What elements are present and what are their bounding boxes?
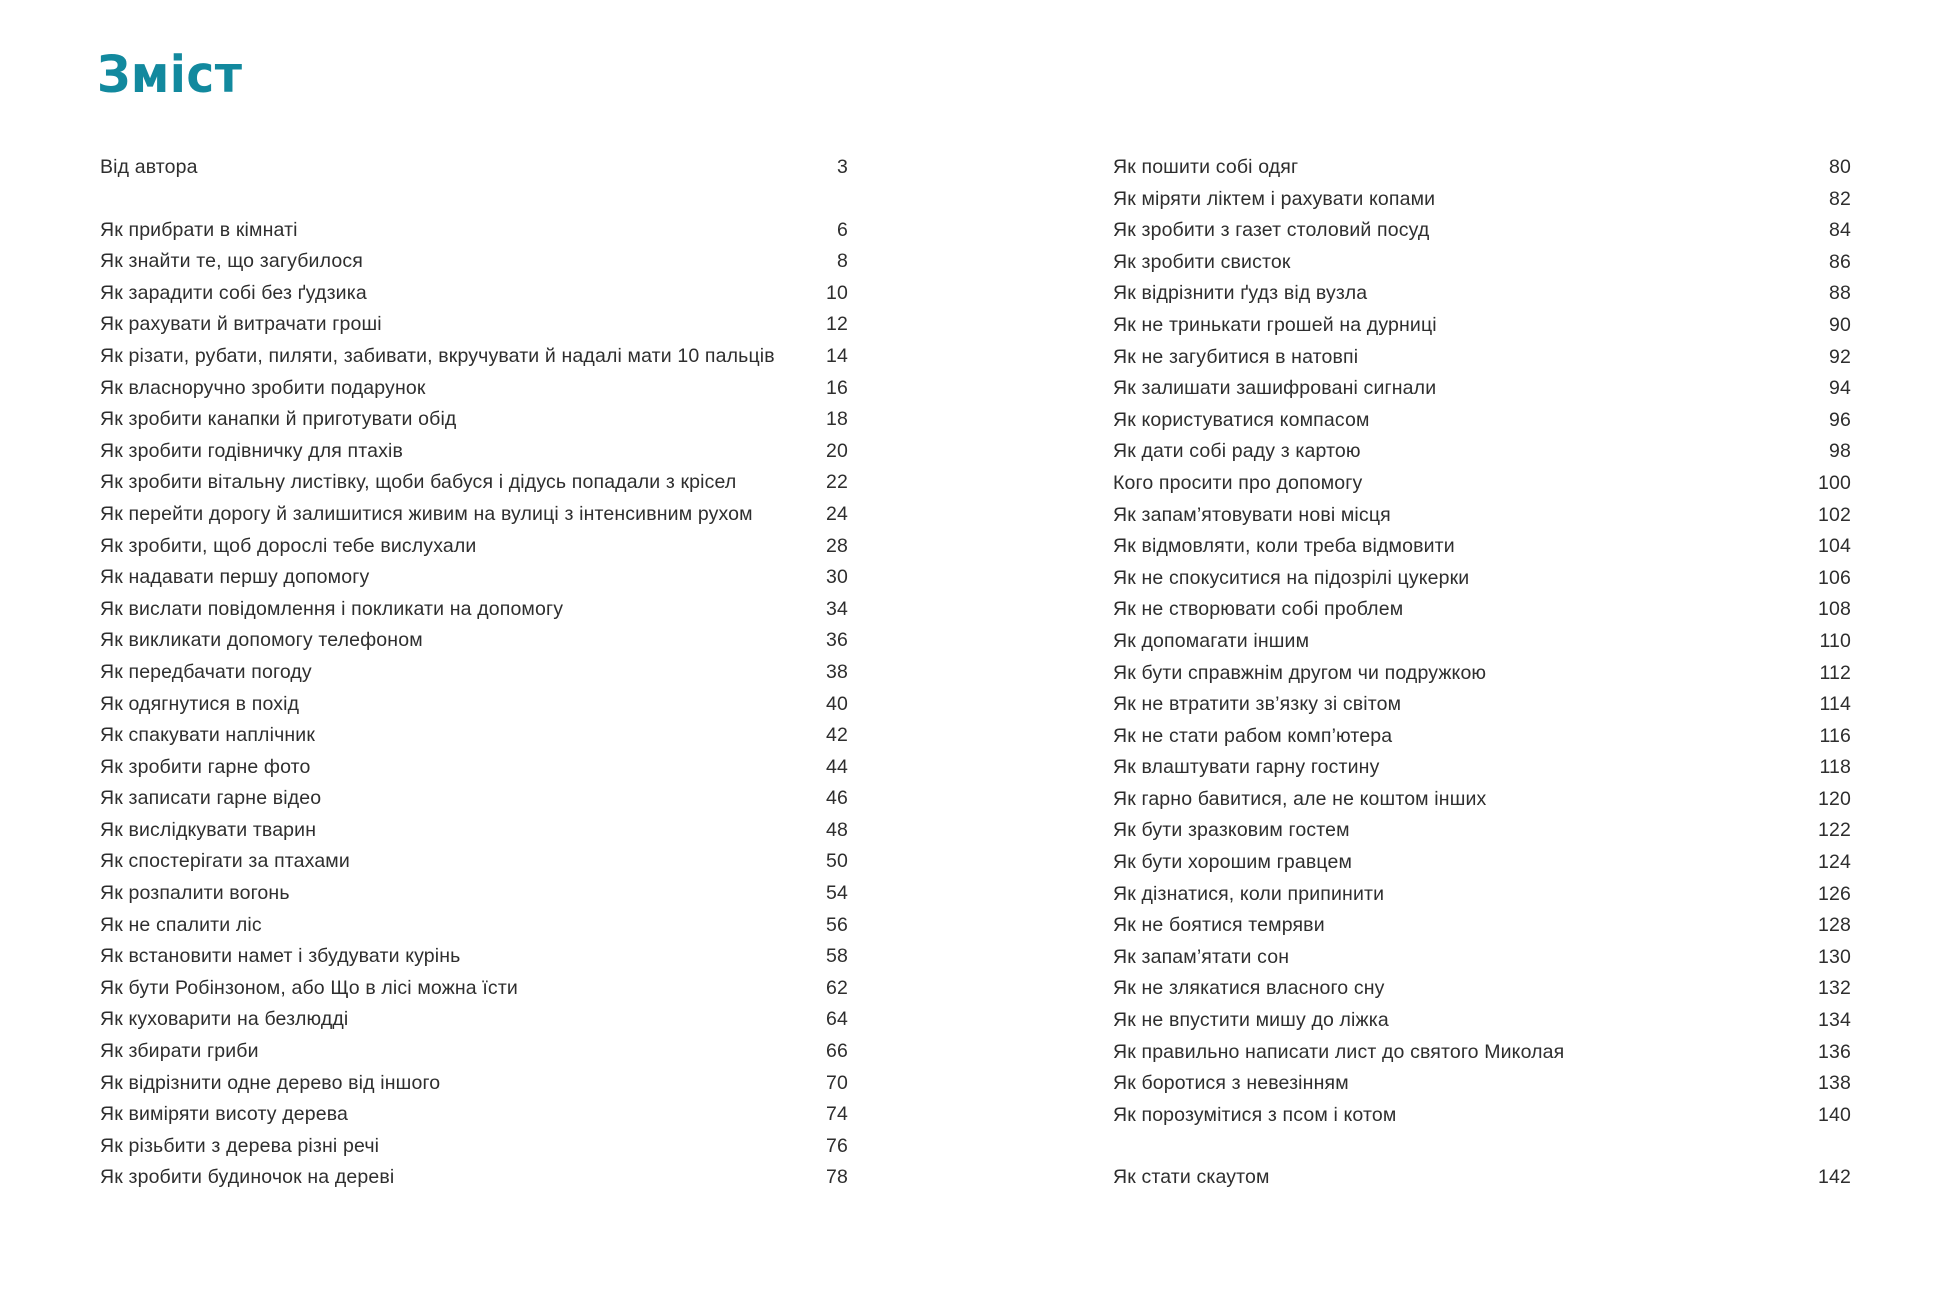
- toc-entry[interactable]: [100, 1162, 848, 1194]
- toc-entry-page-number: 6: [837, 218, 848, 241]
- toc-entry-title: Як відрізнити одне дерево від іншого: [100, 1071, 441, 1094]
- toc-entry-page-number: 28: [826, 534, 848, 557]
- toc-entry[interactable]: [1113, 1162, 1851, 1194]
- toc-entry-title: Як запам’ятовувати нові місця: [1113, 503, 1391, 526]
- toc-entry-title: Як надавати першу допомогу: [100, 566, 370, 589]
- toc-entry-page-number: 82: [1829, 187, 1851, 210]
- toc-entry-page-number: 74: [826, 1103, 848, 1126]
- toc-entry-page-number: 102: [1818, 503, 1851, 526]
- toc-entry[interactable]: [1113, 752, 1851, 784]
- toc-entry-page-number: 16: [826, 376, 848, 399]
- toc-entry[interactable]: [1113, 658, 1851, 690]
- toc-entry-page-number: 96: [1829, 408, 1851, 431]
- toc-entry-page-number: 8: [837, 250, 848, 273]
- toc-entry-page-number: 98: [1829, 440, 1851, 463]
- toc-entry-title: Як власноручно зробити подарунок: [100, 376, 426, 399]
- toc-entry-page-number: 140: [1818, 1103, 1851, 1126]
- toc-entry-title: Як дати собі раду з картою: [1113, 440, 1361, 463]
- toc-entry-title: Як зарадити собі без ґудзика: [100, 281, 367, 304]
- toc-entry-page-number: 126: [1818, 882, 1851, 905]
- toc-entry-title: Як не тринькати грошей на дурниці: [1113, 313, 1437, 336]
- toc-entry[interactable]: [100, 215, 848, 247]
- toc-entry-page-number: 10: [826, 281, 848, 304]
- toc-entry[interactable]: [1113, 942, 1851, 974]
- toc-entry-title: Як збирати гриби: [100, 1040, 259, 1063]
- toc-entry[interactable]: [1113, 879, 1851, 911]
- toc-entry[interactable]: [100, 594, 848, 626]
- toc-entry[interactable]: [100, 309, 848, 341]
- toc-entry-title: Як спостерігати за птахами: [100, 850, 350, 873]
- toc-entry-title: Кого просити про допомогу: [1113, 471, 1363, 494]
- toc-entry-page-number: 88: [1829, 282, 1851, 305]
- toc-entry[interactable]: [100, 625, 848, 657]
- toc-entry-page-number: 30: [826, 566, 848, 589]
- toc-entry-page-number: 62: [826, 976, 848, 999]
- toc-entry[interactable]: [1113, 594, 1851, 626]
- toc-entry-page-number: 24: [826, 502, 848, 525]
- toc-entry[interactable]: [1113, 815, 1851, 847]
- toc-entry-page-number: 90: [1829, 313, 1851, 336]
- toc-entry-page-number: 76: [826, 1134, 848, 1157]
- toc-entry-title: Як вислідкувати тварин: [100, 818, 317, 841]
- toc-entry[interactable]: [100, 657, 848, 689]
- toc-entry-page-number: 12: [826, 313, 848, 336]
- toc-entry-title: Як рахувати й витрачати гроші: [100, 313, 382, 336]
- toc-entry-title: Як різати, рубати, пиляти, забивати, вкручувати й надалі мати 10 пальців: [100, 344, 775, 367]
- toc-entry[interactable]: [1113, 310, 1851, 342]
- toc-entry[interactable]: [100, 815, 848, 847]
- toc-entry[interactable]: [1113, 689, 1851, 721]
- toc-entry-title: Як перейти дорогу й залишитися живим на вулиці з інтенсивним рухом: [100, 502, 753, 525]
- toc-entry-title: Як не боятися темряви: [1113, 914, 1325, 937]
- toc-entry-page-number: 138: [1818, 1072, 1851, 1095]
- toc-entry-title: Як викликати допомогу телефоном: [100, 629, 423, 652]
- toc-entry-title: Як бути зразковим гостем: [1113, 819, 1350, 842]
- toc-entry-title: Як допомагати іншим: [1113, 629, 1310, 652]
- toc-entry-title: Як порозумітися з псом і котом: [1113, 1103, 1397, 1126]
- toc-entry[interactable]: [100, 531, 848, 563]
- toc-entry[interactable]: [1113, 531, 1851, 563]
- toc-entry-page-number: 142: [1818, 1166, 1851, 1189]
- toc-entry-page-number: 86: [1829, 250, 1851, 273]
- toc-entry-title: Як знайти те, що загубилося: [100, 250, 363, 273]
- toc-entry-page-number: 36: [826, 629, 848, 652]
- toc-entry-page-number: 110: [1819, 629, 1851, 652]
- toc-entry-page-number: 124: [1818, 851, 1851, 874]
- toc-entry-page-number: 132: [1818, 977, 1851, 1000]
- toc-entry-page-number: 120: [1818, 787, 1851, 810]
- toc-entry[interactable]: [1113, 215, 1851, 247]
- toc-entry-page-number: 80: [1829, 156, 1851, 178]
- toc-entry[interactable]: [100, 1004, 848, 1036]
- toc-entry[interactable]: [100, 246, 848, 278]
- toc-entry-title: Як правильно написати лист до святого Миколая: [1113, 1040, 1565, 1063]
- toc-entry-title: Як влаштувати гарну гостину: [1113, 756, 1380, 779]
- toc-entry-title: Як не стати рабом комп’ютера: [1113, 724, 1393, 747]
- toc-entry[interactable]: [100, 373, 848, 405]
- toc-entry-title: Як бути хорошим гравцем: [1113, 851, 1353, 874]
- toc-entry-title: Як зробити вітальну листівку, щоби бабуся і дідусь попадали з крісел: [100, 471, 737, 494]
- toc-entry[interactable]: [100, 278, 848, 310]
- toc-entry-title: Як боротися з невезінням: [1113, 1072, 1349, 1095]
- toc-entry[interactable]: [1113, 1100, 1851, 1132]
- toc-entry-title: Як зробити, щоб дорослі тебе вислухали: [100, 534, 477, 557]
- toc-entry-title: Як не загубитися в натовпі: [1113, 345, 1359, 368]
- toc-entry[interactable]: [1113, 626, 1851, 658]
- toc-column-right: [1113, 152, 1851, 1194]
- toc-entry-page-number: 94: [1829, 377, 1851, 400]
- toc-entry-title: Як розпалити вогонь: [100, 882, 290, 905]
- toc-entry[interactable]: [1113, 721, 1851, 753]
- toc-entry[interactable]: [100, 878, 848, 910]
- toc-entry-title: Як спакувати наплічник: [100, 724, 316, 747]
- toc-entry[interactable]: [1113, 278, 1851, 310]
- toc-entry[interactable]: [1113, 1068, 1851, 1100]
- toc-entry-title: Як зробити з газет столовий посуд: [1113, 219, 1430, 242]
- toc-entry-title: Як бути Робінзоном, або Що в лісі можна їсти: [100, 976, 518, 999]
- toc-entry[interactable]: [1113, 184, 1851, 216]
- toc-entry-page-number: 18: [826, 408, 848, 431]
- toc-column-left: [100, 152, 848, 1194]
- toc-entry-page-number: 104: [1818, 535, 1851, 558]
- toc-entry[interactable]: [1113, 247, 1851, 279]
- toc-entry[interactable]: [100, 910, 848, 942]
- toc-entry-page-number: 46: [826, 787, 848, 810]
- toc-entry-title: Як міряти ліктем і рахувати копами: [1113, 187, 1436, 210]
- toc-entry[interactable]: [1113, 342, 1851, 374]
- toc-entry-page-number: 50: [826, 850, 848, 873]
- toc-entry[interactable]: [100, 1068, 848, 1100]
- toc-entry[interactable]: [1113, 1037, 1851, 1069]
- toc-entry-page-number: 3: [837, 156, 848, 178]
- toc-entry[interactable]: [100, 1099, 848, 1131]
- toc-entry-title: Як дізнатися, коли припинити: [1113, 882, 1385, 905]
- toc-entry[interactable]: [1113, 468, 1851, 500]
- toc-entry-title: Як записати гарне відео: [100, 787, 322, 810]
- toc-entry-page-number: 84: [1829, 219, 1851, 242]
- toc-entry[interactable]: [100, 689, 848, 721]
- toc-entry-title: Як одягнутися в похід: [100, 692, 300, 715]
- toc-entry[interactable]: [100, 499, 848, 531]
- toc-entry-page-number: 54: [826, 882, 848, 905]
- toc-entry-title: Як не втратити зв’язку зі світом: [1113, 693, 1402, 716]
- toc-entry[interactable]: [1113, 436, 1851, 468]
- toc-entry-title: Як не створювати собі проблем: [1113, 598, 1404, 621]
- toc-entry-title: Як гарно бавитися, але не коштом інших: [1113, 787, 1487, 810]
- toc-entry-page-number: 34: [826, 597, 848, 620]
- toc-entry-page-number: 70: [826, 1071, 848, 1094]
- toc-entry-title: Як зробити годівничку для птахів: [100, 439, 403, 462]
- toc-entry-page-number: 64: [826, 1008, 848, 1031]
- toc-entry-title: Від автора: [100, 156, 198, 178]
- toc-entry-page-number: 20: [826, 439, 848, 462]
- toc-entry-title: Як відмовляти, коли треба відмовити: [1113, 535, 1455, 558]
- toc-entry-page-number: 116: [1819, 724, 1851, 747]
- toc-entry-title: Як зробити гарне фото: [100, 755, 311, 778]
- toc-entry[interactable]: [1113, 405, 1851, 437]
- toc-entry-page-number: 48: [826, 818, 848, 841]
- toc-entry[interactable]: [100, 941, 848, 973]
- toc-entry-title: Як залишати зашифровані сигнали: [1113, 377, 1437, 400]
- toc-entry[interactable]: [100, 973, 848, 1005]
- toc-entry[interactable]: [1113, 847, 1851, 879]
- toc-entry-page-number: 114: [1819, 693, 1851, 716]
- toc-entry-page-number: 58: [826, 945, 848, 968]
- toc-entry-title: Як передбачати погоду: [100, 660, 312, 683]
- toc-entry[interactable]: [100, 562, 848, 594]
- toc-entry-page-number: 106: [1818, 566, 1851, 589]
- toc-entry-page-number: 100: [1818, 471, 1851, 494]
- toc-entry[interactable]: [1113, 910, 1851, 942]
- toc-entry-page-number: 108: [1818, 598, 1851, 621]
- toc-entry-page-number: 22: [826, 471, 848, 494]
- toc-entry-title: Як відрізнити ґудз від вузла: [1113, 282, 1368, 305]
- toc-entry-title: Як не злякатися власного сну: [1113, 977, 1385, 1000]
- toc-entry-title: Як куховарити на безлюдді: [100, 1008, 349, 1031]
- toc-entry-page-number: 112: [1819, 661, 1851, 684]
- toc-entry[interactable]: [100, 720, 848, 752]
- toc-entry[interactable]: [1113, 500, 1851, 532]
- toc-entry-page-number: 92: [1829, 345, 1851, 368]
- toc-entry-page-number: 130: [1818, 945, 1851, 968]
- toc-entry[interactable]: [100, 1036, 848, 1068]
- toc-entry-title: Як не спокуситися на підозрілі цукерки: [1113, 566, 1470, 589]
- toc-entry-page-number: 40: [826, 692, 848, 715]
- toc-entry[interactable]: [1113, 784, 1851, 816]
- toc-entry-page-number: 66: [826, 1040, 848, 1063]
- toc-entry-title: Як зробити канапки й приготувати обід: [100, 408, 457, 431]
- toc-entry[interactable]: [100, 752, 848, 784]
- page-title: Зміст: [97, 45, 243, 106]
- toc-entry-page-number: 122: [1818, 819, 1851, 842]
- toc-entry-title: Як прибрати в кімнаті: [100, 218, 298, 241]
- toc-entry-title: Як зробити будиночок на дереві: [100, 1166, 395, 1189]
- toc-entry[interactable]: [100, 436, 848, 468]
- toc-entry[interactable]: [100, 1131, 848, 1163]
- toc-entry-title: Як бути справжнім другом чи подружкою: [1113, 661, 1487, 684]
- toc-entry[interactable]: [100, 467, 848, 499]
- toc-entry-title: Як встановити намет і збудувати курінь: [100, 945, 461, 968]
- toc-entry-page-number: 136: [1818, 1040, 1851, 1063]
- toc-entry-title: Як не спалити ліс: [100, 913, 262, 936]
- toc-entry-title: Як не впустити мишу до ліжка: [1113, 1009, 1389, 1032]
- toc-entry[interactable]: [1113, 152, 1851, 184]
- toc-entry[interactable]: [100, 341, 848, 373]
- toc-entry-title: Як зробити свисток: [1113, 250, 1291, 273]
- toc-entry[interactable]: [100, 846, 848, 878]
- toc-entry-page-number: 118: [1819, 756, 1851, 779]
- toc-entry-page-number: 78: [826, 1166, 848, 1189]
- toc-entry-page-number: 38: [826, 660, 848, 683]
- toc-entry-page-number: 134: [1818, 1009, 1851, 1032]
- toc-entry-title: Як стати скаутом: [1113, 1166, 1270, 1189]
- toc-entry-title: Як різьбити з дерева різні речі: [100, 1134, 380, 1157]
- toc-entry[interactable]: [1113, 373, 1851, 405]
- toc-entry[interactable]: [100, 404, 848, 436]
- toc-entry-page-number: 128: [1818, 914, 1851, 937]
- toc-entry-title: Як виміряти висоту дерева: [100, 1103, 349, 1126]
- toc-entry-page-number: 42: [826, 724, 848, 747]
- toc-entry-title: Як користуватися компасом: [1113, 408, 1370, 431]
- toc-entry-title: Як вислати повідомлення і покликати на допомогу: [100, 597, 564, 620]
- toc-entry[interactable]: [1113, 563, 1851, 595]
- toc-entry[interactable]: [100, 152, 848, 184]
- toc-entry-title: Як пошити собі одяг: [1113, 156, 1299, 178]
- toc-entry-page-number: 14: [826, 344, 848, 367]
- toc-entry[interactable]: [1113, 973, 1851, 1005]
- toc-entry-page-number: 44: [826, 755, 848, 778]
- toc-entry[interactable]: [1113, 1005, 1851, 1037]
- toc-entry-page-number: 56: [826, 913, 848, 936]
- toc-entry[interactable]: [100, 783, 848, 815]
- toc-entry-title: Як запам’ятати сон: [1113, 945, 1290, 968]
